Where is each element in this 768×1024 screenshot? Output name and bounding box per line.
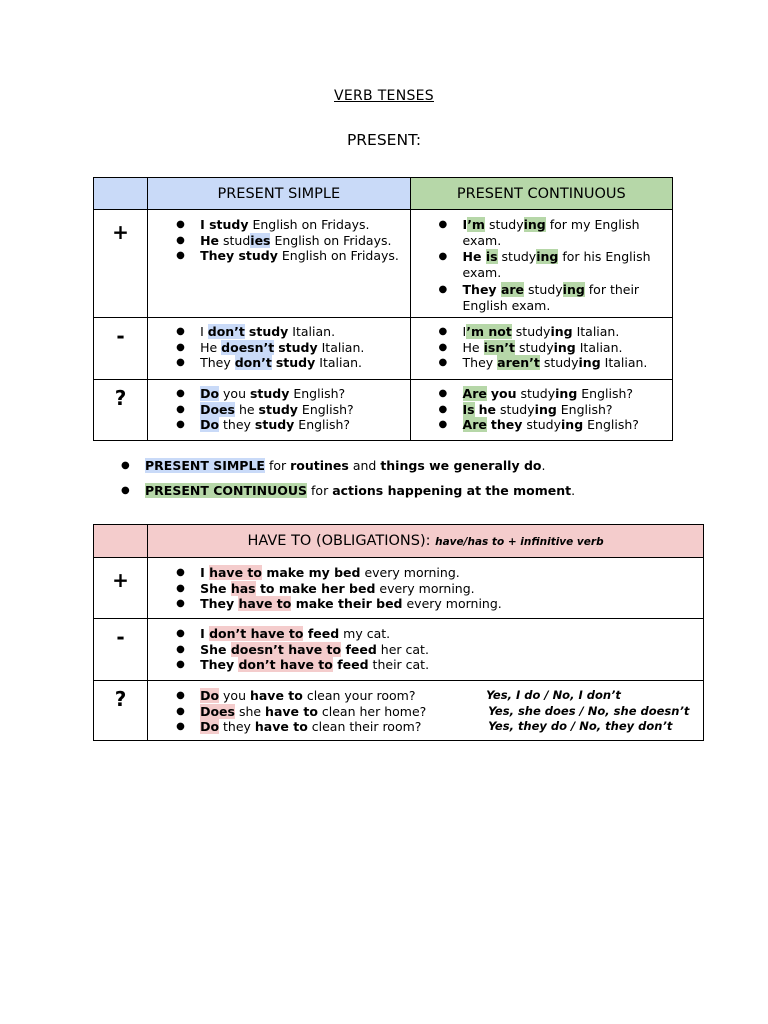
list-item: ● Does he study English? — [148, 402, 409, 418]
note-present-simple: ● PRESENT SIMPLE for routines and things we generally do. — [93, 458, 693, 474]
list-item: ● I study English on Fridays. — [148, 217, 409, 233]
header-have-to-label: HAVE TO (OBLIGATIONS): — [247, 533, 431, 549]
note-present-continuous: ● PRESENT CONTINUOUS for actions happening at the moment. — [93, 483, 693, 499]
have-to-positive-cell — [148, 558, 704, 619]
list-item: ● Do you have to clean your room? Yes, I do / No, I don’t — [148, 688, 703, 704]
table-row-negative — [94, 619, 704, 681]
table-row-negative — [94, 318, 673, 380]
simple-question-cell — [148, 380, 410, 441]
list-item: ● She doesn’t have to feed her cat. — [148, 642, 703, 658]
document-title: VERB TENSES — [334, 88, 434, 104]
list-item: ● He doesn’t study Italian. — [148, 340, 409, 356]
answer-text: Yes, I do / No, I don’t — [486, 688, 621, 702]
table-row-question — [94, 380, 673, 441]
table-row-positive — [94, 210, 673, 318]
list-item: ● Does she have to clean her home? Yes, she does / No, she doesn’t — [148, 704, 703, 720]
table-row-positive — [94, 558, 704, 619]
list-item: ● They don’t study Italian. — [148, 355, 409, 371]
list-item: ● Do they have to clean their room? Yes, they do / No, they don’t — [148, 719, 703, 735]
symbol-negative: - — [94, 619, 148, 681]
continuous-question-cell — [410, 380, 672, 441]
continuous-negative-cell — [410, 318, 672, 380]
list-item: ● They aren’t studying Italian. — [411, 355, 672, 371]
continuous-positive-cell — [410, 210, 672, 318]
section-title: PRESENT: — [346, 131, 422, 149]
list-item: ● I have to make my bed every morning. — [148, 565, 703, 581]
header-empty-cell — [94, 178, 148, 210]
symbol-question: ? — [94, 681, 148, 741]
symbol-negative: - — [94, 318, 148, 380]
header-present-continuous: PRESENT CONTINUOUS — [410, 178, 672, 210]
list-item: ● I don’t study Italian. — [148, 324, 409, 340]
answer-text: Yes, she does / No, she doesn’t — [488, 703, 690, 718]
table-header-row — [94, 525, 704, 558]
symbol-question: ? — [94, 380, 148, 441]
symbol-positive: + — [94, 558, 148, 619]
list-item: ● They are studying for their English exam. — [411, 282, 672, 313]
list-item: ● He studies English on Fridays. — [148, 233, 409, 249]
have-to-table — [93, 524, 704, 741]
simple-negative-cell — [148, 318, 410, 380]
list-item: ● Are they studying English? — [411, 417, 672, 433]
list-item: ● Do you study English? — [148, 386, 409, 402]
header-have-to-subtitle: have/has to + infinitive verb — [435, 536, 604, 548]
table-header-row — [94, 178, 673, 210]
usage-notes — [93, 458, 693, 507]
list-item: ● Is he studying English? — [411, 402, 672, 418]
list-item: ● They have to make their bed every morning. — [148, 596, 703, 612]
header-empty-cell — [94, 525, 148, 558]
list-item: ● Do they study English? — [148, 417, 409, 433]
list-item: ● He isn’t studying Italian. — [411, 340, 672, 356]
list-item: ● Are you studying English? — [411, 386, 672, 402]
list-item: ● They don’t have to feed their cat. — [148, 657, 703, 673]
have-to-question-cell — [148, 681, 704, 741]
present-tenses-table — [93, 177, 673, 441]
list-item: ● I don’t have to feed my cat. — [148, 626, 703, 642]
simple-positive-cell — [148, 210, 410, 318]
list-item: ● He is studying for his English exam. — [411, 249, 672, 280]
header-present-simple: PRESENT SIMPLE — [148, 178, 410, 210]
symbol-positive: + — [94, 210, 148, 318]
header-have-to — [148, 525, 704, 558]
table-row-question — [94, 681, 704, 741]
answer-text: Yes, they do / No, they don’t — [488, 719, 673, 734]
list-item: ● I’m studying for my English exam. — [411, 217, 672, 248]
list-item: ● They study English on Fridays. — [148, 248, 409, 264]
have-to-negative-cell — [148, 619, 704, 681]
list-item: ● She has to make her bed every morning. — [148, 581, 703, 597]
list-item: ● I’m not studying Italian. — [411, 324, 672, 340]
